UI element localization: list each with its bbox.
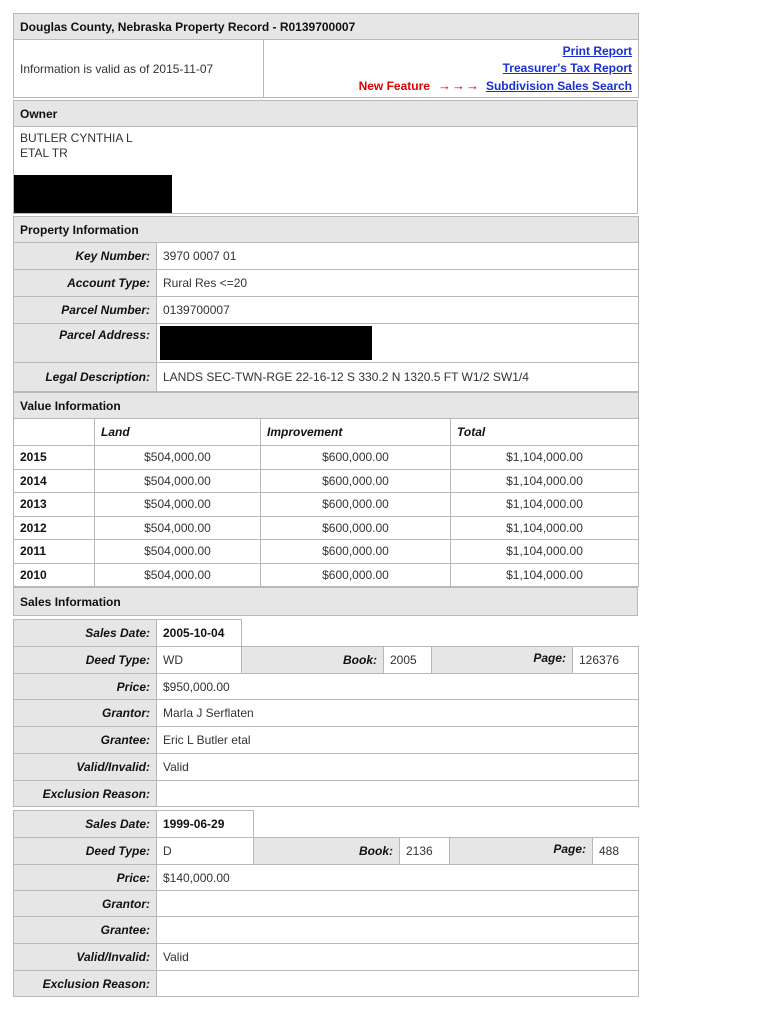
parcel-number-label: Parcel Number: [14, 297, 157, 324]
land-cell: $504,000.00 [95, 493, 261, 517]
total-cell: $1,104,000.00 [451, 540, 639, 564]
valid-label: Valid/Invalid: [14, 754, 157, 781]
sales-heading-table [13, 587, 638, 616]
total-cell: $1,104,000.00 [451, 446, 639, 470]
legal-description-value: LANDS SEC-TWN-RGE 22-16-12 S 330.2 N 1320.5 FT W1/2 SW1/4 [157, 363, 639, 392]
redacted-parcel-address [160, 326, 372, 360]
table-row [14, 516, 639, 540]
grantor-value: Marla J Serflaten [157, 700, 639, 727]
total-cell: $1,104,000.00 [451, 493, 639, 517]
land-cell: $504,000.00 [95, 446, 261, 470]
price-label: Price: [14, 865, 157, 891]
key-number-label: Key Number: [14, 243, 157, 270]
exclusion-value [157, 781, 639, 807]
improvement-cell: $600,000.00 [261, 446, 451, 470]
property-record [13, 13, 638, 997]
value-header-year [14, 419, 95, 446]
land-cell: $504,000.00 [95, 563, 261, 587]
price-value: $950,000.00 [157, 674, 639, 700]
exclusion-label: Exclusion Reason: [14, 781, 157, 807]
exclusion-label: Exclusion Reason: [14, 971, 157, 997]
price-value: $140,000.00 [157, 865, 639, 891]
sales-date-label: Sales Date: [14, 811, 157, 838]
improvement-cell: $600,000.00 [261, 516, 451, 540]
deed-type-value: D [157, 838, 254, 865]
sale-record-1 [13, 619, 639, 807]
grantee-label: Grantee: [14, 727, 157, 754]
arrow-right-icon: →→→ [437, 77, 480, 93]
page-title: Douglas County, Nebraska Property Record - R0139700007 [14, 14, 639, 40]
page-label: Page: [450, 838, 593, 865]
exclusion-value [157, 971, 639, 997]
valid-label: Valid/Invalid: [14, 944, 157, 971]
table-row [14, 563, 639, 587]
value-header-improvement: Improvement [261, 419, 451, 446]
page-value: 126376 [573, 647, 639, 674]
total-cell: $1,104,000.00 [451, 516, 639, 540]
blank-cell [242, 620, 639, 647]
account-type-label: Account Type: [14, 270, 157, 297]
improvement-cell: $600,000.00 [261, 493, 451, 517]
table-row [14, 540, 639, 564]
grantee-label: Grantee: [14, 917, 157, 944]
value-heading: Value Information [14, 393, 639, 419]
blank-cell [254, 811, 639, 838]
sales-date-value: 2005-10-04 [157, 620, 242, 647]
sales-date-label: Sales Date: [14, 620, 157, 647]
improvement-cell: $600,000.00 [261, 469, 451, 493]
new-feature-label: New Feature [358, 78, 430, 93]
parcel-address-value [157, 324, 639, 363]
table-row [14, 469, 639, 493]
grantor-label: Grantor: [14, 891, 157, 917]
year-cell: 2011 [14, 540, 95, 564]
owner-name: BUTLER CYNTHIA L [20, 131, 133, 145]
table-row [14, 493, 639, 517]
parcel-number-value: 0139700007 [157, 297, 639, 324]
print-report-link[interactable]: Print Report [562, 43, 632, 58]
value-table [13, 392, 639, 587]
owner-heading: Owner [14, 101, 638, 127]
land-cell: $504,000.00 [95, 540, 261, 564]
improvement-cell: $600,000.00 [261, 563, 451, 587]
book-label: Book: [254, 838, 400, 865]
legal-description-label: Legal Description: [14, 363, 157, 392]
valid-value: Valid [157, 944, 639, 971]
deed-type-label: Deed Type: [14, 838, 157, 865]
total-cell: $1,104,000.00 [451, 469, 639, 493]
grantee-value: Eric L Butler etal [157, 727, 639, 754]
year-cell: 2010 [14, 563, 95, 587]
deed-type-label: Deed Type: [14, 647, 157, 674]
page-label: Page: [432, 647, 573, 674]
total-cell: $1,104,000.00 [451, 563, 639, 587]
land-cell: $504,000.00 [95, 516, 261, 540]
report-links [264, 40, 639, 98]
book-value: 2136 [400, 838, 450, 865]
owner-name-2: ETAL TR [20, 146, 68, 160]
deed-type-value: WD [157, 647, 242, 674]
tax-report-link[interactable]: Treasurer's Tax Report [502, 60, 632, 75]
owner-details [14, 127, 638, 214]
subdivision-search-link[interactable]: Subdivision Sales Search [485, 78, 632, 93]
sales-date-value: 1999-06-29 [157, 811, 254, 838]
value-header-land: Land [95, 419, 261, 446]
page-value: 488 [593, 838, 639, 865]
parcel-address-label: Parcel Address: [14, 324, 157, 363]
year-cell: 2015 [14, 446, 95, 470]
year-cell: 2014 [14, 469, 95, 493]
price-label: Price: [14, 674, 157, 700]
improvement-cell: $600,000.00 [261, 540, 451, 564]
grantor-value [157, 891, 639, 917]
header-table [13, 13, 639, 98]
land-cell: $504,000.00 [95, 469, 261, 493]
valid-value: Valid [157, 754, 639, 781]
table-row [14, 446, 639, 470]
sale-record-2 [13, 810, 639, 997]
key-number-value: 3970 0007 01 [157, 243, 639, 270]
grantor-label: Grantor: [14, 700, 157, 727]
property-heading: Property Information [14, 217, 639, 243]
account-type-value: Rural Res <=20 [157, 270, 639, 297]
book-label: Book: [242, 647, 384, 674]
sales-heading: Sales Information [14, 588, 638, 616]
property-table [13, 216, 639, 392]
redacted-owner-address [14, 175, 172, 213]
owner-table [13, 100, 638, 214]
value-header-total: Total [451, 419, 639, 446]
book-value: 2005 [384, 647, 432, 674]
valid-as-of: Information is valid as of 2015-11-07 [14, 40, 264, 98]
year-cell: 2012 [14, 516, 95, 540]
year-cell: 2013 [14, 493, 95, 517]
grantee-value [157, 917, 639, 944]
